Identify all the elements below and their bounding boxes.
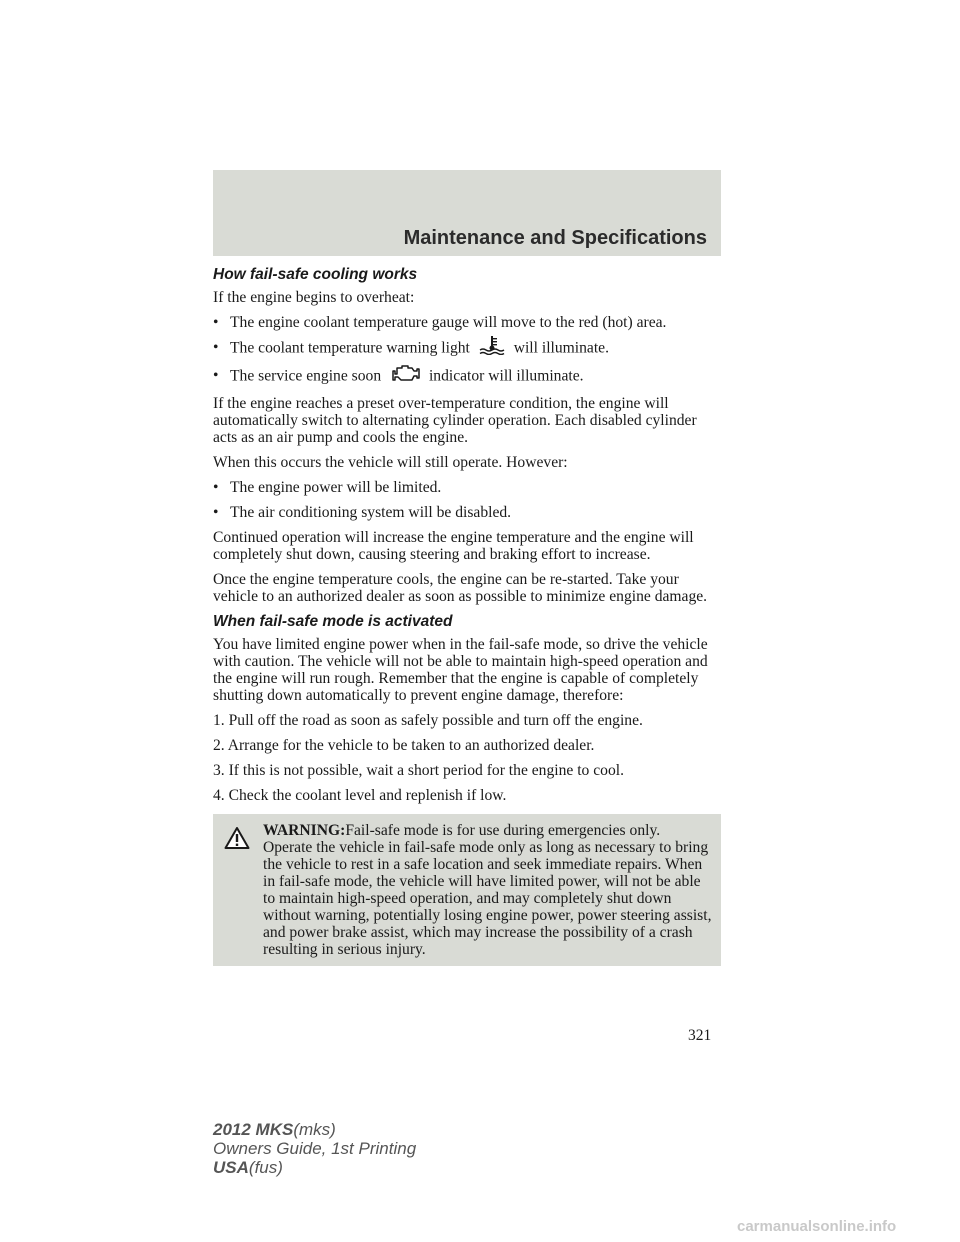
list-item-text: indicator will illuminate. — [428, 367, 584, 385]
list-item-text: The coolant temperature warning light — [230, 339, 470, 357]
warning-label: WARNING: — [263, 822, 346, 839]
warning-text — [218, 822, 713, 958]
footer-region: USA — [213, 1158, 249, 1177]
watermark: carmanualsonline.info — [737, 1218, 897, 1235]
bullet-mark: • — [213, 339, 219, 356]
step-1: 1. Pull off the road as soon as safely possible and turn off the engine. — [213, 712, 643, 729]
page-content — [213, 266, 721, 966]
list-item — [213, 504, 721, 521]
subheading-fail-safe-cooling: How fail-safe cooling works — [213, 266, 418, 283]
list-item — [213, 367, 721, 387]
footer-region-code: (fus) — [248, 1158, 283, 1177]
paragraph: If the engine reaches a preset over-temperature condition, the engine will automatically switch to alternating cylinder operation. Each disabled cylinder acts as an air pump and cools the engine. — [213, 395, 697, 446]
list-item — [213, 339, 721, 359]
check-engine-icon — [389, 363, 421, 387]
coolant-temperature-icon — [478, 335, 506, 359]
footer-model: 2012 MKS — [213, 1120, 294, 1139]
warning-box — [213, 814, 721, 966]
list-item-text: The engine power will be limited. — [230, 479, 442, 496]
footer-model-code: (mks) — [293, 1120, 336, 1139]
list-item — [213, 314, 721, 331]
list-item-text: The service engine soon — [230, 367, 382, 385]
list-item-text: will illuminate. — [513, 339, 609, 357]
warning-triangle-icon — [224, 826, 250, 854]
subheading-fail-safe-mode: When fail-safe mode is activated — [213, 613, 453, 630]
section-header — [213, 170, 721, 256]
footer — [213, 1120, 416, 1177]
paragraph: When this occurs the vehicle will still operate. However: — [213, 454, 568, 471]
bullet-mark: • — [213, 314, 219, 331]
step-4: 4. Check the coolant level and replenish if low. — [213, 787, 507, 804]
bullet-mark: • — [213, 504, 219, 521]
page-number: 321 — [688, 1027, 712, 1044]
bullet-mark: • — [213, 479, 219, 496]
list-item-text: The air conditioning system will be disabled. — [230, 504, 512, 521]
paragraph: If the engine begins to overheat: — [213, 289, 415, 306]
step-2: 2. Arrange for the vehicle to be taken to an authorized dealer. — [213, 737, 595, 754]
footer-edition: Owners Guide, 1st Printing — [213, 1139, 417, 1158]
step-3: 3. If this is not possible, wait a short period for the engine to cool. — [213, 762, 624, 779]
paragraph: You have limited engine power when in the fail-safe mode, so drive the vehicle with caution. The vehicle will not be able to maintain high-speed operation and the engine will run rough. Remember that the engine is capable of completely shutting down automatically to prevent engine damage, therefore: — [213, 636, 708, 704]
list-item-text: The engine coolant temperature gauge will move to the red (hot) area. — [230, 314, 667, 331]
bullet-mark: • — [213, 367, 219, 384]
paragraph: Continued operation will increase the engine temperature and the engine will completely shut down, causing steering and braking effort to increase. — [213, 529, 694, 563]
paragraph: Once the engine temperature cools, the engine can be re-started. Take your vehicle to an authorized dealer as soon as possible to minimize engine damage. — [213, 571, 708, 605]
warning-body: Fail-safe mode is for use during emergencies only. Operate the vehicle in fail-safe mode only as long as necessary to bring the vehicle to rest in a safe location and seek immediate repairs. When in fail-safe mode, the vehicle will have limited power, will not be able to maintain high-speed operation, and may completely shut down without warning, potentially losing engine power, power steering assist, and power brake assist, which may increase the possibility of a crash resulting in serious injury. — [263, 822, 712, 958]
list-item — [213, 479, 721, 496]
section-title: Maintenance and Specifications — [403, 227, 707, 249]
